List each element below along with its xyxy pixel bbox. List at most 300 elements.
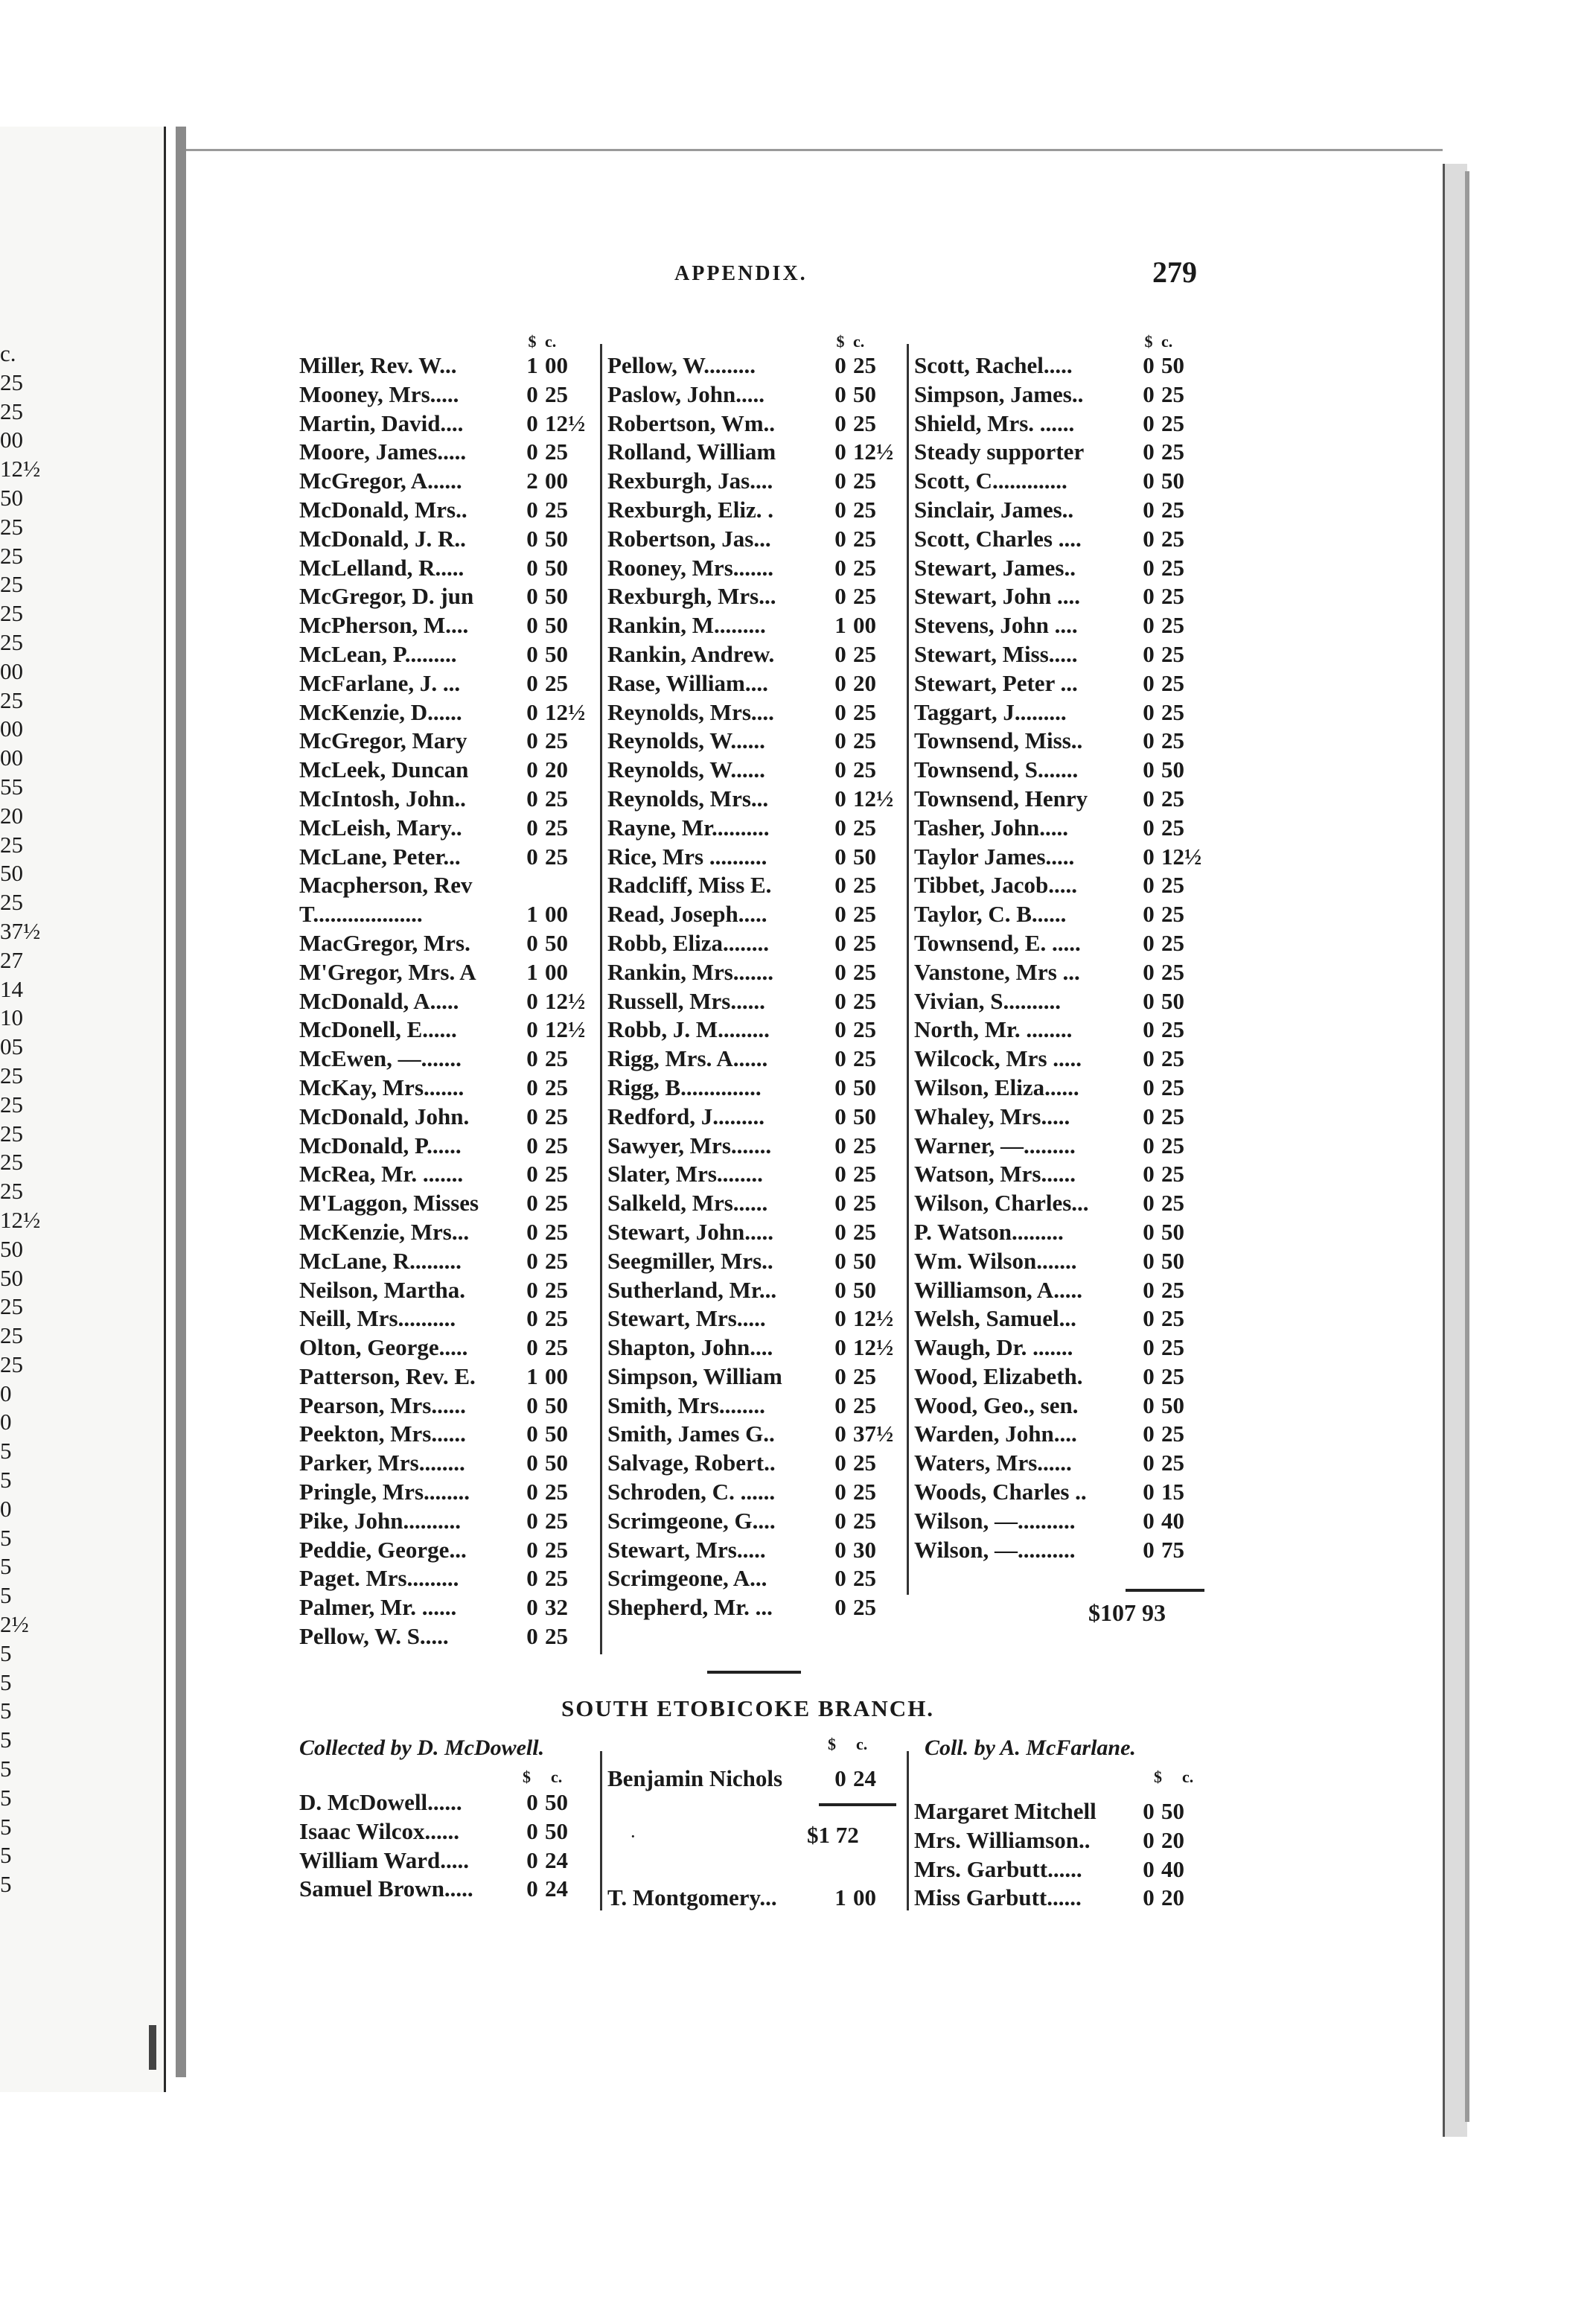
amount-dollars: 0 [834, 525, 846, 552]
dollar-header: $ [836, 332, 845, 351]
amount-cents: 12½ [545, 987, 586, 1014]
amount-dollars: 0 [834, 439, 846, 465]
amount-cents: 25 [1161, 698, 1184, 725]
amount-dollars: 0 [1143, 496, 1155, 523]
amount-dollars: 0 [526, 640, 538, 667]
amount-dollars: 0 [1143, 756, 1155, 783]
amount-dollars: 0 [1143, 698, 1155, 725]
subscriber-name: Smith, James G.. [607, 1421, 775, 1447]
list-item [914, 351, 1203, 380]
column-header [607, 334, 895, 351]
amount-dollars: 0 [1143, 352, 1155, 378]
column-header-spacer [299, 334, 520, 350]
list-item [607, 1045, 895, 1074]
margin-figure: 27 [0, 946, 23, 973]
subscriber-name: Rice, Mrs .......... [607, 843, 767, 870]
amount-dollars: 0 [1143, 958, 1155, 985]
amount-cents: 50 [1161, 1392, 1184, 1418]
margin-figure: 5 [0, 1727, 12, 1753]
margin-figure: 37½ [0, 917, 41, 944]
margin-figure: 25 [0, 1091, 23, 1118]
subscriber-name: Simpson, James.. [914, 380, 1084, 407]
amount-dollars: 0 [526, 1507, 538, 1534]
grand-total: $107 93 [1088, 1599, 1166, 1626]
subscriber-name: Townsend, S....... [914, 756, 1079, 783]
branch-divider-1 [600, 1751, 602, 1910]
margin-figure: 25 [0, 398, 23, 424]
amount-cents: 25 [853, 756, 876, 783]
subscriber-name: Neill, Mrs.......... [299, 1305, 456, 1332]
margin-figure: 25 [0, 686, 23, 713]
list-item [607, 1247, 895, 1276]
list-item [607, 1160, 895, 1189]
list-item [914, 1160, 1203, 1189]
amount-cents: 50 [853, 1074, 876, 1100]
margin-figure: 12½ [0, 1206, 41, 1233]
subscriber-name: Russell, Mrs...... [607, 987, 765, 1014]
amount-dollars: 0 [526, 1479, 538, 1505]
list-item [607, 438, 895, 467]
subscriber-name: McKenzie, D...... [299, 698, 462, 725]
list-item [914, 1045, 1203, 1074]
subscriber-name: M'Gregor, Mrs. A [299, 958, 476, 985]
amount-cents: 24 [545, 1875, 568, 1902]
list-item [299, 1449, 587, 1478]
amount-dollars: 0 [526, 727, 538, 754]
amount-cents: 25 [545, 1536, 568, 1563]
list-item [607, 1765, 895, 1794]
list-item [607, 1564, 895, 1593]
margin-figure: 50 [0, 1264, 23, 1291]
list-item [914, 640, 1203, 669]
amount-cents: 25 [1161, 1074, 1184, 1100]
list-item [299, 1846, 587, 1875]
list-item [607, 727, 895, 756]
amount-cents: 25 [1161, 1305, 1184, 1332]
amount-cents: 25 [853, 958, 876, 985]
subscriber-name: Warden, John.... [914, 1421, 1077, 1447]
amount-cents: 25 [853, 583, 876, 610]
branch-col3-cents-header: c. [1182, 1767, 1194, 1786]
amount-dollars: 0 [834, 929, 846, 956]
subscriber-name: Reynolds, W...... [607, 756, 765, 783]
amount-cents: 25 [1161, 901, 1184, 928]
subscriber-name: Simpson, William [607, 1362, 782, 1389]
facing-page-margin-figures [0, 340, 60, 1899]
subscriber-name: Rexburgh, Eliz. . [607, 496, 774, 523]
list-item [607, 669, 895, 698]
margin-figure: 00 [0, 745, 23, 771]
amount-dollars: 0 [526, 1846, 538, 1873]
amount-cents: 25 [1161, 1103, 1184, 1129]
amount-cents: 25 [545, 1218, 568, 1245]
subscriber-name: McLean, P......... [299, 640, 457, 667]
amount-dollars: 0 [834, 1218, 846, 1245]
amount-dollars: 0 [1143, 1305, 1155, 1332]
branch-col2-dollar-header: $ [828, 1735, 836, 1753]
amount-dollars: 0 [526, 1789, 538, 1815]
amount-dollars: 1 [526, 1362, 538, 1389]
subscriber-name: McGregor, D. jun [299, 583, 474, 610]
amount-dollars: 0 [1143, 1507, 1155, 1534]
list-item [299, 1420, 587, 1449]
amount-cents: 25 [853, 1362, 876, 1389]
list-item [914, 1276, 1203, 1305]
subscriber-name: McDonald, P...... [299, 1132, 462, 1158]
amount-dollars: 0 [526, 1132, 538, 1158]
list-item [299, 467, 587, 496]
amount-cents: 25 [853, 872, 876, 899]
amount-cents: 25 [1161, 872, 1184, 899]
amount-cents: 25 [853, 1479, 876, 1505]
list-item [299, 1160, 587, 1189]
amount-cents: 25 [853, 1218, 876, 1245]
list-item [607, 958, 895, 987]
column-header-spacer [607, 334, 828, 350]
amount-cents: 25 [1161, 1334, 1184, 1361]
subscriber-name: Pellow, W. S..... [299, 1623, 449, 1650]
list-item [607, 1478, 895, 1507]
amount-cents: 50 [853, 1276, 876, 1303]
amount-cents: 25 [1161, 727, 1184, 754]
amount-cents: 25 [545, 814, 568, 841]
amount-dollars: 0 [1143, 814, 1155, 841]
list-item [299, 1333, 587, 1362]
amount-cents: 50 [853, 1103, 876, 1129]
amount-cents: 25 [545, 1074, 568, 1100]
amount-dollars: 0 [834, 1507, 846, 1534]
subscriber-name: Stewart, Mrs..... [607, 1305, 766, 1332]
subscriber-name: Scott, Rachel..... [914, 352, 1073, 378]
subscriber-name: Miss Garbutt...... [914, 1884, 1082, 1911]
list-item [914, 1797, 1203, 1826]
subscriber-name: Parker, Mrs........ [299, 1450, 465, 1476]
subscriber-name: Tasher, John..... [914, 814, 1069, 841]
margin-figure: 55 [0, 773, 23, 800]
amount-dollars: 0 [1143, 1190, 1155, 1217]
amount-cents: 25 [545, 1479, 568, 1505]
amount-dollars: 0 [526, 409, 538, 436]
amount-dollars: 0 [1143, 1536, 1155, 1563]
subscriber-name: Wilson, —.......... [914, 1507, 1076, 1534]
list-item [914, 1826, 1203, 1855]
list-item [607, 987, 895, 1016]
list-item [914, 958, 1203, 987]
amount-cents: 25 [545, 439, 568, 465]
amount-cents: 12½ [545, 1016, 586, 1043]
branch-col1-cents-header: c. [551, 1767, 563, 1786]
subscriber-name: Isaac Wilcox...... [299, 1817, 460, 1844]
margin-figure: 25 [0, 628, 23, 655]
list-item [299, 900, 587, 929]
subscriber-name: Mooney, Mrs..... [299, 380, 459, 407]
page-number: 279 [1152, 255, 1197, 289]
list-item [914, 380, 1203, 409]
amount-dollars: 1 [526, 352, 538, 378]
amount-dollars: 0 [1143, 409, 1155, 436]
amount-cents: 25 [853, 496, 876, 523]
list-item [299, 525, 587, 554]
branch-list-3 [914, 1797, 1203, 1913]
list-item [299, 1788, 587, 1817]
list-item [607, 871, 895, 900]
amount-cents: 12½ [545, 409, 586, 436]
amount-dollars: 0 [1143, 1450, 1155, 1476]
amount-cents: 20 [1161, 1884, 1184, 1911]
amount-dollars: 0 [526, 843, 538, 870]
amount-cents: 40 [1161, 1855, 1184, 1882]
amount-dollars: 1 [526, 901, 538, 928]
branch-col1-dollar-header: $ [523, 1767, 531, 1786]
subscriber-name: Scott, Charles .... [914, 525, 1082, 552]
margin-figure: 14 [0, 975, 23, 1002]
subscriber-name: Stewart, James.. [914, 554, 1076, 581]
amount-dollars: 0 [834, 1074, 846, 1100]
list-item [914, 1074, 1203, 1103]
amount-dollars: 0 [1143, 929, 1155, 956]
subscriber-name: Stewart, Mrs..... [607, 1536, 766, 1563]
column-divider-1 [600, 344, 602, 1654]
amount-dollars: 0 [1143, 583, 1155, 610]
subscriber-name: Salvage, Robert.. [607, 1450, 776, 1476]
list-item [914, 582, 1203, 611]
amount-dollars: 0 [1143, 554, 1155, 581]
amount-cents: 50 [545, 554, 568, 581]
amount-cents: 25 [545, 1132, 568, 1158]
subscriber-name: Wilson, Charles... [914, 1190, 1089, 1217]
margin-figure: 50 [0, 484, 23, 511]
subscriber-name: Paget. Mrs......... [299, 1565, 459, 1592]
amount-cents: 25 [1161, 496, 1184, 523]
amount-dollars: 0 [834, 1479, 846, 1505]
list-item [299, 958, 587, 987]
list-item [299, 1074, 587, 1103]
subscriber-name: Slater, Mrs........ [607, 1161, 763, 1188]
amount-dollars: 1 [834, 1884, 846, 1910]
amount-dollars: 0 [526, 554, 538, 581]
list-item [299, 1247, 587, 1276]
subscriber-name: Rayne, Mr.......... [607, 814, 770, 841]
amount-dollars: 0 [526, 756, 538, 783]
amount-dollars: 2 [526, 468, 538, 494]
amount-cents: 25 [853, 987, 876, 1014]
cents-header: c. [853, 332, 865, 351]
subscriber-name: Mrs. Garbutt...... [914, 1855, 1082, 1882]
list-item [607, 409, 895, 439]
amount-dollars: 0 [526, 669, 538, 696]
amount-cents: 24 [545, 1846, 568, 1873]
list-item [914, 843, 1203, 872]
amount-dollars: 0 [1143, 1247, 1155, 1274]
amount-dollars: 0 [834, 1103, 846, 1129]
subscriber-name: Welsh, Samuel... [914, 1305, 1076, 1332]
amount-dollars: 0 [834, 987, 846, 1014]
subscriber-name: Watson, Mrs...... [914, 1161, 1076, 1188]
list-item [607, 1304, 895, 1333]
list-item [914, 1132, 1203, 1161]
subscriber-name: Sutherland, Mr... [607, 1276, 777, 1303]
subscriber-name: Woods, Charles .. [914, 1479, 1087, 1505]
amount-dollars: 0 [1143, 468, 1155, 494]
amount-dollars: 0 [834, 1421, 846, 1447]
amount-cents: 50 [1161, 987, 1184, 1014]
amount-dollars: 0 [1143, 1218, 1155, 1245]
subscriber-name: Reynolds, Mrs... [607, 785, 769, 812]
amount-cents: 25 [1161, 958, 1184, 985]
subscriber-name: Reynolds, W...... [607, 727, 765, 754]
list-item [914, 1420, 1203, 1449]
amount-dollars: 0 [834, 1305, 846, 1332]
amount-dollars: 0 [834, 669, 846, 696]
subscriber-name: McDonald, John. [299, 1103, 470, 1129]
amount-cents: 25 [853, 1190, 876, 1217]
amount-dollars: 0 [834, 1045, 846, 1072]
margin-figure: 50 [0, 860, 23, 887]
amount-cents: 25 [853, 468, 876, 494]
margin-figure: 00 [0, 715, 23, 742]
amount-cents: 25 [545, 1103, 568, 1129]
amount-cents: 37½ [853, 1421, 894, 1447]
subscriber-name: P. Watson......... [914, 1218, 1064, 1245]
list-item [299, 496, 587, 525]
margin-figure: 0 [0, 1409, 12, 1435]
list-item [914, 727, 1203, 756]
subscriber-name: Schroden, C. ...... [607, 1479, 776, 1505]
subscriber-name: Wood, Geo., sen. [914, 1392, 1079, 1418]
amount-dollars: 0 [526, 1594, 538, 1621]
subscriber-name: Smith, Mrs........ [607, 1392, 765, 1418]
amount-cents: 25 [545, 669, 568, 696]
amount-cents: 25 [545, 1565, 568, 1592]
subscriber-name: McEwen, —....... [299, 1045, 462, 1072]
amount-dollars: 0 [834, 640, 846, 667]
amount-cents: 25 [545, 1247, 568, 1274]
subscriber-name: Stevens, John .... [914, 612, 1078, 639]
margin-figure: 05 [0, 1033, 23, 1060]
subscriber-name: Wilcock, Mrs ..... [914, 1045, 1082, 1072]
amount-dollars: 0 [834, 1247, 846, 1274]
stray-mark: · [630, 1826, 636, 1847]
amount-cents: 50 [1161, 1247, 1184, 1274]
list-item [299, 1478, 587, 1507]
amount-cents: 25 [545, 380, 568, 407]
amount-cents: 50 [545, 583, 568, 610]
subscriber-name: McPherson, M.... [299, 612, 469, 639]
margin-figure: 5 [0, 1784, 12, 1811]
amount-dollars: 0 [526, 1045, 538, 1072]
subscriber-name: McRea, Mr. ....... [299, 1161, 464, 1188]
amount-dollars: 0 [834, 843, 846, 870]
amount-dollars: 0 [1143, 1132, 1155, 1158]
amount-cents: 50 [545, 640, 568, 667]
list-item [299, 669, 587, 698]
amount-cents: 25 [853, 409, 876, 436]
list-item [914, 1392, 1203, 1421]
list-item [607, 756, 895, 785]
amount-cents: 50 [1161, 1798, 1184, 1824]
subscriber-name: Townsend, E. ..... [914, 929, 1081, 956]
list-item [914, 467, 1203, 496]
subscriber-name: McDonald, J. R.. [299, 525, 466, 552]
margin-figure: 5 [0, 1582, 12, 1609]
subscriber-name: Sinclair, James.. [914, 496, 1074, 523]
amount-cents: 30 [853, 1536, 876, 1563]
list-item [607, 380, 895, 409]
amount-dollars: 0 [1143, 669, 1155, 696]
margin-figure: 5 [0, 1668, 12, 1695]
amount-cents: 50 [545, 1392, 568, 1418]
amount-dollars: 0 [834, 409, 846, 436]
list-item [914, 1449, 1203, 1478]
amount-cents: 00 [545, 468, 568, 494]
amount-cents: 25 [853, 929, 876, 956]
list-item [299, 1593, 587, 1622]
list-item [607, 1593, 895, 1622]
subscriber-name: M'Laggon, Misses [299, 1190, 479, 1217]
amount-cents: 25 [1161, 1016, 1184, 1043]
amount-cents: 25 [1161, 929, 1184, 956]
amount-dollars: 0 [834, 958, 846, 985]
amount-cents: 25 [853, 1450, 876, 1476]
amount-dollars: 0 [526, 1247, 538, 1274]
margin-figure: 25 [0, 1149, 23, 1176]
list-item [299, 843, 587, 872]
amount-dollars: 1 [526, 958, 538, 985]
list-item [607, 1276, 895, 1305]
amount-dollars: 0 [526, 1276, 538, 1303]
page-edge [1443, 164, 1467, 2137]
list-item [299, 1507, 587, 1536]
subscriber-name: Wood, Elizabeth. [914, 1362, 1083, 1389]
amount-dollars: 0 [1143, 1855, 1155, 1882]
amount-dollars: 0 [834, 380, 846, 407]
subscriber-name: Robertson, Wm.. [607, 409, 776, 436]
subscriber-name: McLane, Peter... [299, 843, 461, 870]
list-item [299, 929, 587, 958]
branch-subtotal: $1 72 [807, 1822, 859, 1848]
binding-gutter [176, 127, 186, 2077]
amount-cents: 25 [545, 1623, 568, 1650]
amount-dollars: 0 [834, 1565, 846, 1592]
amount-cents: 00 [545, 352, 568, 378]
margin-figure: 5 [0, 1524, 12, 1551]
amount-cents: 25 [545, 1305, 568, 1332]
list-item [299, 611, 587, 640]
list-item [607, 1420, 895, 1449]
amount-dollars: 0 [526, 525, 538, 552]
subscriber-name: Rexburgh, Mrs... [607, 583, 776, 610]
amount-dollars: 0 [834, 1190, 846, 1217]
amount-dollars: 0 [1143, 1826, 1155, 1853]
list-item [914, 929, 1203, 958]
amount-dollars: 0 [1143, 1392, 1155, 1418]
subscriber-name: Taylor, C. B...... [914, 901, 1067, 928]
list-item [914, 1536, 1203, 1565]
amount-cents: 25 [545, 1276, 568, 1303]
subscriber-name: Steady supporter [914, 439, 1085, 465]
list-item [607, 525, 895, 554]
list-item [299, 1218, 587, 1247]
list-item [607, 814, 895, 843]
amount-dollars: 0 [1143, 1103, 1155, 1129]
list-item [914, 1333, 1203, 1362]
dollar-header: $ [1144, 332, 1153, 351]
amount-dollars: 0 [834, 1536, 846, 1563]
subscriber-name: Waters, Mrs...... [914, 1450, 1072, 1476]
subscriber-name: Wilson, Eliza...... [914, 1074, 1079, 1100]
amount-cents: 25 [545, 843, 568, 870]
subscriber-name: Waugh, Dr. ....... [914, 1334, 1073, 1361]
